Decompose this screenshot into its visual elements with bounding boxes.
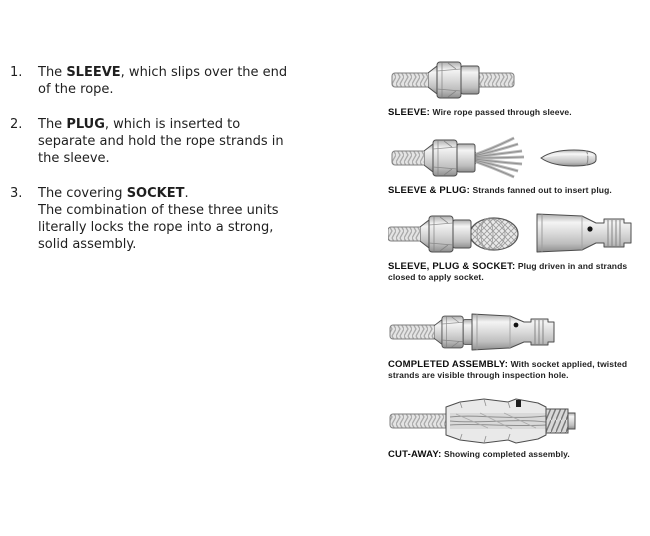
list-item-line: The covering SOCKET. [38, 186, 189, 201]
sleeve-fitting [424, 140, 475, 176]
list-item-line: The PLUG, which is inserted to [38, 117, 241, 132]
list-item-line: of the rope. [38, 82, 114, 97]
threaded-stud [546, 409, 575, 433]
strands-fanned-plug-illustration [388, 134, 644, 182]
figure-sleeve [388, 56, 650, 118]
figure-sleeve-plug [388, 134, 650, 196]
cutaway-body [446, 399, 546, 443]
figure-caption-text: Showing completed assembly. [444, 449, 570, 459]
figure-sleeve-plug-socket [388, 210, 650, 282]
list-item-line: The SLEEVE, which slips over the end [38, 65, 288, 80]
list-item-line: literally locks the rope into a strong, [38, 220, 274, 235]
inspection-hole [514, 323, 519, 328]
figure-caption-label: CUT-AWAY: [388, 449, 442, 460]
plug-part [541, 150, 596, 166]
list-item-number: 3. [10, 186, 23, 201]
figure-caption-label: SLEEVE, PLUG & SOCKET: [388, 261, 516, 272]
figure-caption-text: Wire rope passed through sleeve. [432, 107, 572, 117]
list-item-text [38, 185, 279, 253]
figure-caption [388, 449, 642, 460]
figure-caption-text: Strands fanned out to insert plug. [472, 185, 612, 195]
list-item-plug [10, 116, 384, 167]
figure-cut-away [388, 396, 650, 460]
list-item-number: 2. [10, 117, 23, 132]
socket-applied [472, 314, 554, 350]
list-item-socket [10, 185, 384, 253]
figure-caption-text: Plug driven in and strands closed to apply socket. [388, 261, 628, 282]
list-item-number: 1. [10, 65, 23, 80]
figure-caption [388, 185, 642, 196]
instruction-list [10, 64, 384, 253]
socket-part [537, 214, 631, 252]
figure-caption [388, 261, 642, 282]
plug-driven-socket-illustration [388, 210, 644, 258]
list-item-line: the sleeve. [38, 151, 110, 166]
inspection-hole [587, 226, 592, 231]
sleeve-fitting [420, 216, 471, 252]
inspection-hole [516, 400, 521, 407]
figure-caption [388, 359, 642, 380]
closed-strand-bulb [470, 218, 518, 250]
list-item-line: solid assembly. [38, 237, 137, 252]
list-item-text [38, 64, 287, 98]
figure-caption-label: SLEEVE: [388, 107, 431, 118]
figure-completed-assembly [388, 308, 650, 380]
list-item-text [38, 116, 284, 167]
figure-caption-text: With socket applied, twisted strands are visible through inspection hole. [388, 359, 628, 380]
wire-rope-sleeve-illustration [388, 56, 644, 104]
list-item-sleeve [10, 64, 384, 98]
figure-caption-label: SLEEVE & PLUG: [388, 185, 470, 196]
figure-caption [388, 107, 642, 118]
cut-away-illustration [388, 396, 644, 446]
completed-assembly-illustration [388, 308, 644, 356]
figure-caption-label: COMPLETED ASSEMBLY: [388, 359, 509, 370]
list-item-line: The combination of these three units [38, 203, 279, 218]
list-item-line: separate and hold the rope strands in [38, 134, 284, 149]
sleeve-fitting [428, 62, 479, 98]
wire-rope [390, 414, 452, 428]
